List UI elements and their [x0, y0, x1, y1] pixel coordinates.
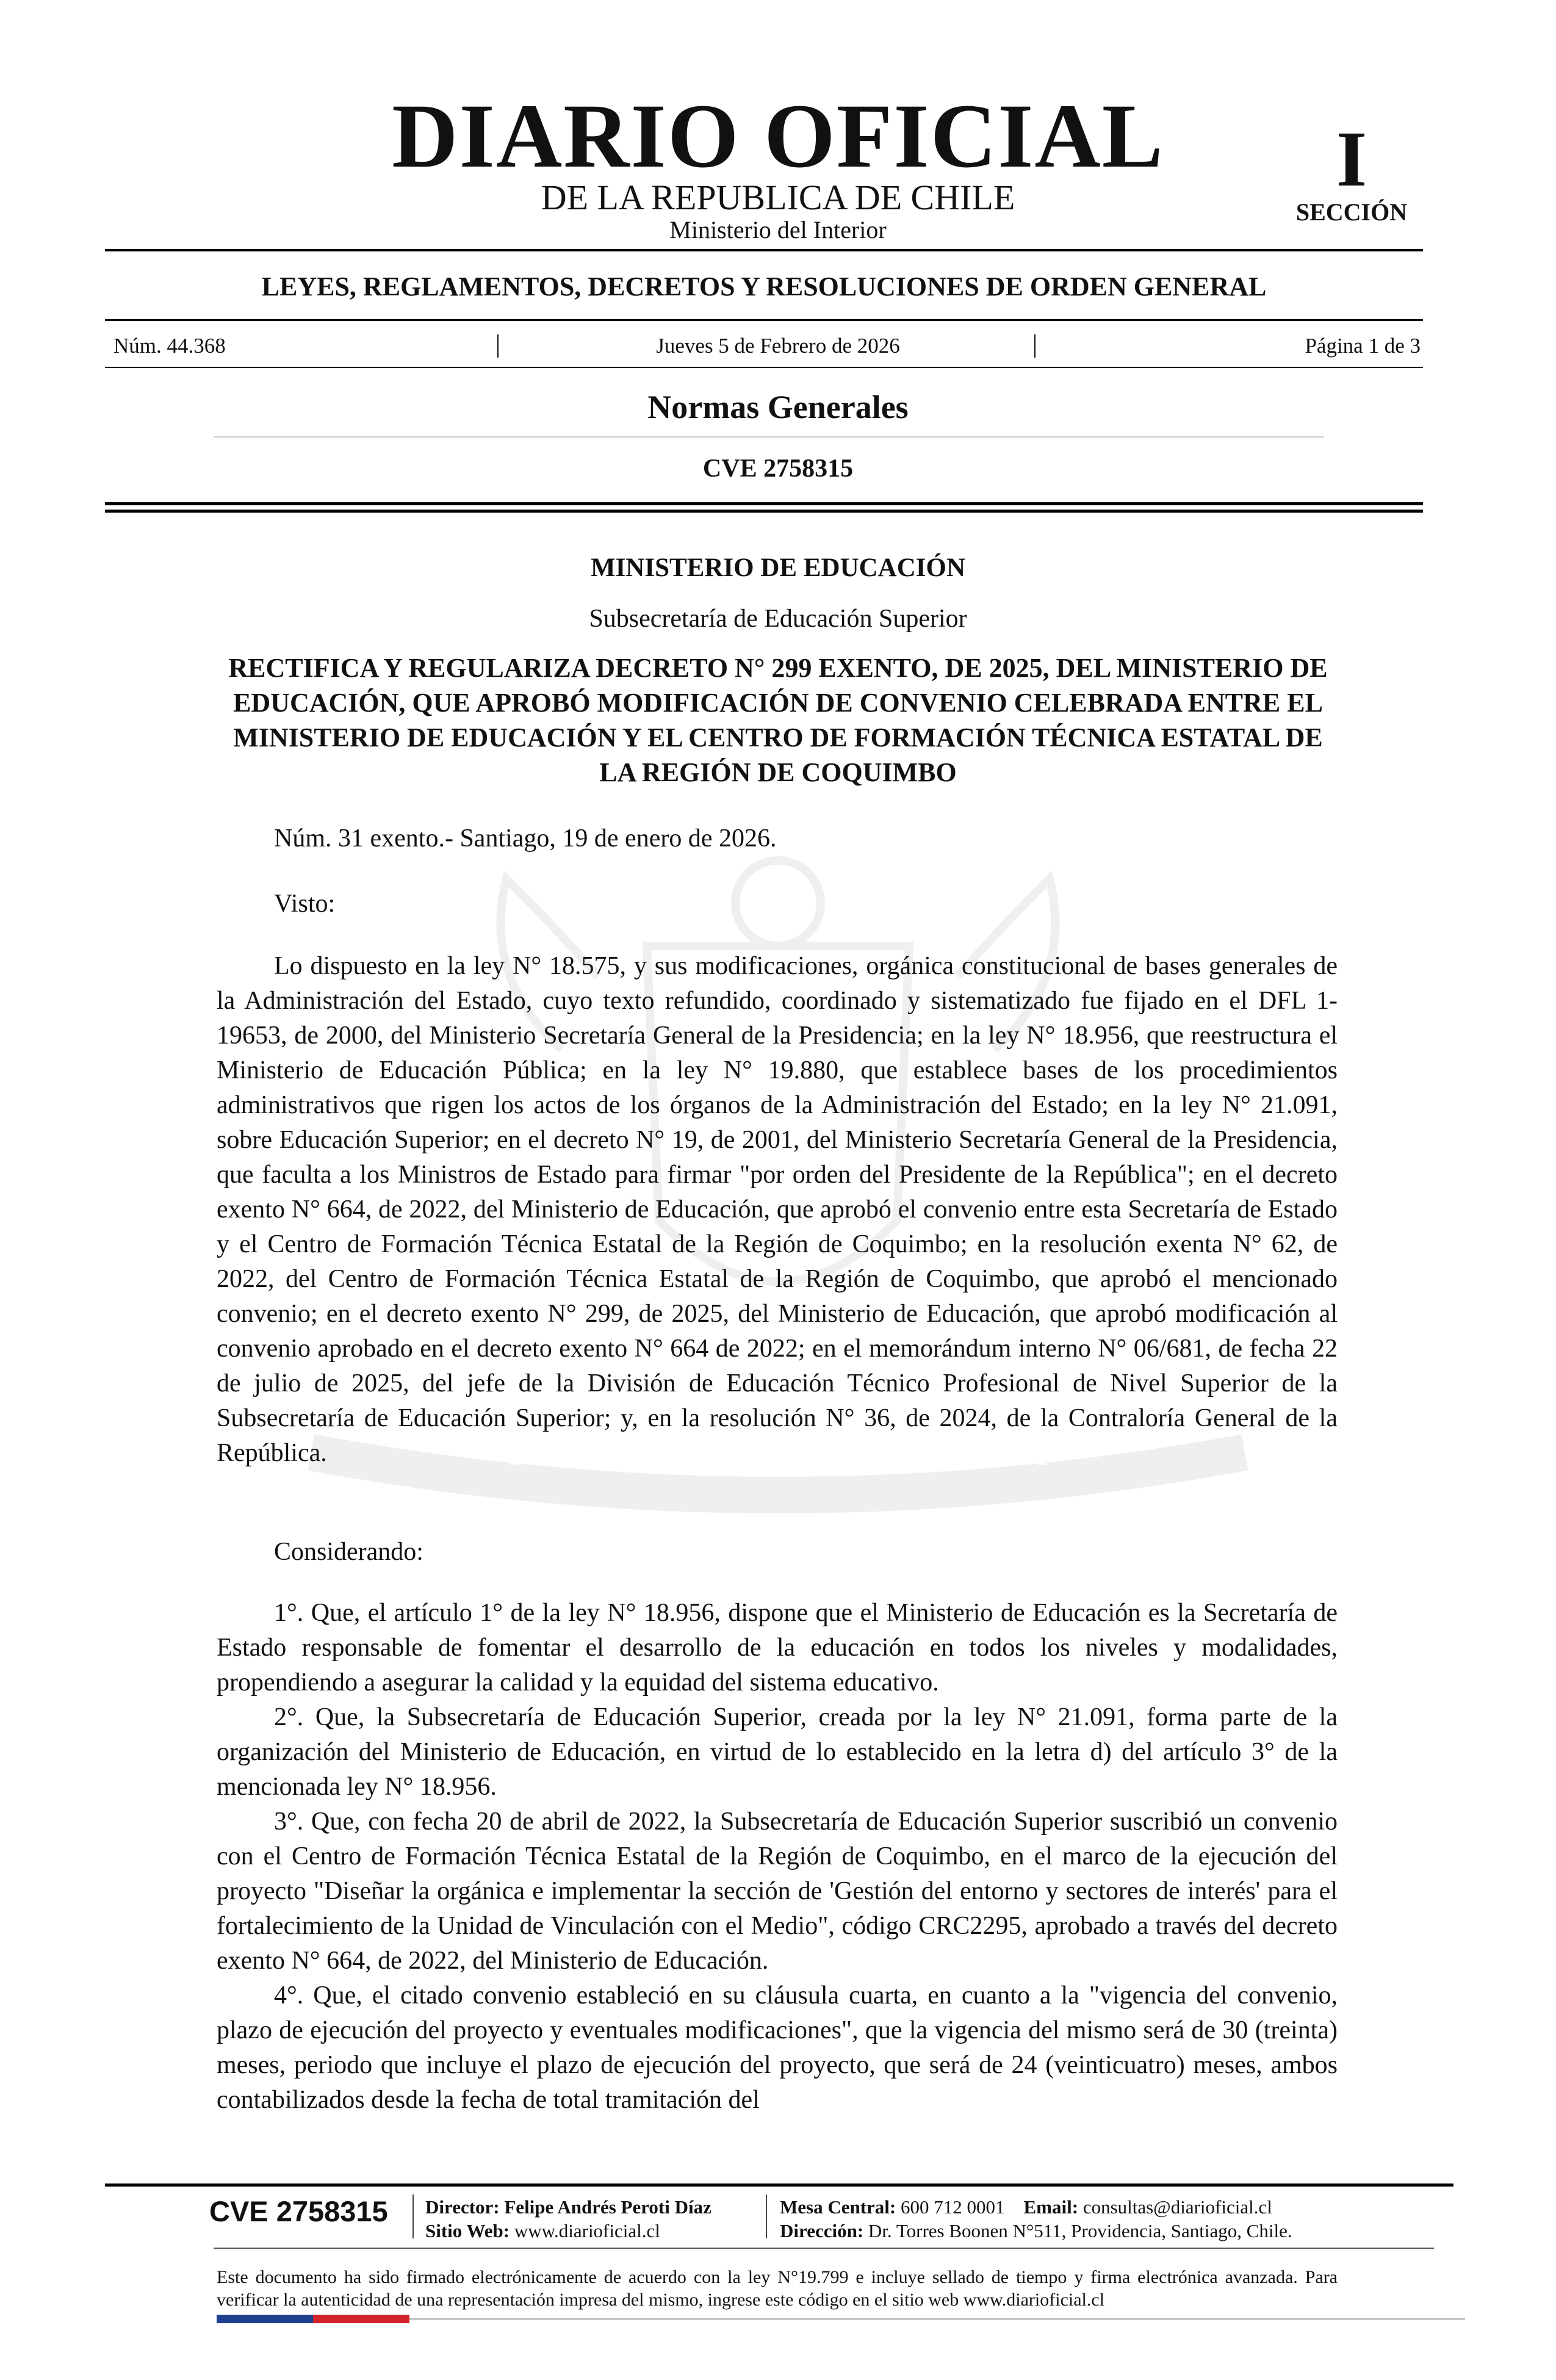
section-title: Normas Generales: [647, 389, 909, 425]
cve-code: CVE 2758315: [702, 455, 854, 483]
considerando-label: Considerando:: [274, 1538, 423, 1566]
mesa-phone: 600 712 0001: [901, 2196, 1005, 2218]
masthead-subtitle: DE LA REPUBLICA DE CHILE: [541, 178, 1015, 217]
page-indicator: Página 1 de 3: [1305, 334, 1421, 358]
address-label: Dirección:: [780, 2220, 864, 2241]
footer-divider: [105, 2183, 1453, 2187]
director-label: Director:: [425, 2196, 500, 2218]
site-link[interactable]: www.diarioficial.cl: [514, 2220, 660, 2241]
document-subsecretaria: Subsecretaría de Educación Superior: [589, 605, 967, 633]
footer-separator: [412, 2194, 414, 2238]
director-name: Felipe Andrés Peroti Díaz: [504, 2196, 711, 2218]
footer-authenticity-note: Este documento ha sido firmado electrónicamente de acuerdo con la ley N°19.799 e incluye sellado de tiempo y firma electrónica avanzada. Para verificar la autenticidad de una representación impresa del mismo, ingrese este código en el sitio web www.diarioficial.cl: [217, 2267, 1338, 2310]
section-label: SECCIÓN: [1295, 198, 1408, 226]
flag-stripe: [217, 2315, 409, 2323]
document-ministry: MINISTERIO DE EDUCACIÓN: [590, 554, 966, 582]
considerando-item: 4°. Que, el citado convenio estableció en su cláusula cuarta, en cuanto a la "vigencia del convenio, plazo de ejecución del proyecto y eventuales modificaciones", que la vigencia del mismo será de 30 (treinta) meses, periodo que incluye el plazo de ejecución del proyecto, que será de 24 (veinticuatro) meses, ambos contabilizados desde la fecha de total tramitación del: [217, 1982, 1338, 2114]
email-link[interactable]: consultas@diarioficial.cl: [1082, 2196, 1272, 2218]
email-label: Email:: [1023, 2196, 1079, 2218]
section-number: I: [1336, 115, 1367, 203]
footer-cve: CVE 2758315: [209, 2195, 388, 2227]
footer-address: [780, 2221, 1292, 2240]
issue-divider: [105, 367, 1423, 368]
masthead-title: DIARIO OFICIAL: [392, 85, 1164, 187]
considerando-item: 2°. Que, la Subsecretaría de Educación Superior, creada por la ley N° 21.091, forma parte de la organización del Ministerio de Educación, en virtud de lo establecido en la letra d) del artículo 3° de la mencionada ley N° 18.956.: [217, 1703, 1338, 1801]
masthead-ministry: Ministerio del Interior: [669, 216, 887, 243]
footer-director: [425, 2198, 711, 2216]
header-double-rule: [105, 510, 1423, 513]
document-title: RECTIFICA Y REGULARIZA DECRETO N° 299 EXENTO, DE 2025, DEL MINISTERIO DE EDUCACIÓN, QUE APROBÓ MODIFICACIÓN DE CONVENIO CELEBRADA ENTRE EL MINISTERIO DE EDUCACIÓN Y EL CENTRO DE FORMACIÓN TÉCNICA ESTATAL DE LA REGIÓN DE COQUIMBO: [228, 653, 1328, 787]
address-text: Dr. Torres Boonen N°511, Providencia, Santiago, Chile.: [868, 2220, 1292, 2241]
masthead-divider: [105, 249, 1423, 251]
issue-number: Núm. 44.368: [113, 334, 226, 358]
visto-paragraph: Lo dispuesto en la ley N° 18.575, y sus modificaciones, orgánica constitucional de bases generales de la Administración del Estado, cuyo texto refundido, coordinado y sistematizado fue fijado en el DFL 1-19653, de 2000, del Ministerio Secretaría General de la Presidencia; en la ley N° 18.956, que reestructura el Ministerio de Educación Pública; en la ley N° 19.880, que establece bases de los procedimientos administrativos que rigen los actos de los órganos de la Administración del Estado; en la ley N° 21.091, sobre Educación Superior; en el decreto N° 19, de 2001, del Ministerio Secretaría General de la Presidencia, que faculta a los Ministros de Estado para firmar "por orden del Presidente de la República"; en el decreto exento N° 664, de 2022, del Ministerio de Educación, que aprobó el convenio entre esta Secretaría de Estado y el Centro de Formación Técnica Estatal de la Región de Coquimbo; en la resolución exenta N° 62, de 2022, del Centro de Formación Técnica Estatal de la Región de Coquimbo, que aprobó el mencionado convenio; en el decreto exento N° 299, de 2025, del Ministerio de Educación, que aprobó modificación al convenio aprobado en el decreto exento N° 664 de 2022; en el memorándum interno N° 06/681, de fecha 22 de julio de 2025, del jefe de la División de Educación Técnico Profesional de Nivel Superior de la Subsecretaría de Educación Superior; y, en la resolución N° 36, de 2024, de la Contraloría General de la República.: [217, 952, 1338, 1467]
mesa-label: Mesa Central:: [780, 2196, 896, 2218]
flag-stripe-blue: [217, 2315, 313, 2323]
flag-stripe-red: [313, 2315, 409, 2323]
considerando-item: 3°. Que, con fecha 20 de abril de 2022, la Subsecretaría de Educación Superior suscribió un convenio con el Centro de Formación Técnica Estatal de la Región de Coquimbo, en el marco de la ejecución del proyecto "Diseñar la orgánica e implementar la sección de 'Gestión del entorno y sectores de interés' para el fortalecimiento de la Unidad de Vinculación con el Medio", código CRC2295, aprobado a través del decreto exento N° 664, de 2022, del Ministerio de Educación.: [217, 1808, 1338, 1975]
decree-line: Núm. 31 exento.- Santiago, 19 de enero de 2026.: [274, 824, 777, 853]
site-label: Sitio Web:: [425, 2220, 510, 2241]
issue-date: Jueves 5 de Febrero de 2026: [656, 334, 900, 358]
visto-label: Visto:: [274, 890, 336, 918]
footer-contact: [780, 2198, 1272, 2216]
issue-separator: [1034, 334, 1036, 358]
considerando-item: 1°. Que, el artículo 1° de la ley N° 18.956, dispone que el Ministerio de Educación es la Secretaría de Estado responsable de fomentar el desarrollo de la educación en todos los niveles y modalidades, propendiendo a asegurar la calidad y la equidad del sistema educativo.: [217, 1599, 1338, 1697]
header-double-rule: [105, 502, 1423, 505]
watermark-motto: POR LA RAZÓN O LA FUERZA: [508, 1430, 1048, 1473]
footer-separator: [766, 2194, 767, 2238]
banner-heading: LEYES, REGLAMENTOS, DECRETOS Y RESOLUCIONES DE ORDEN GENERAL: [261, 272, 1267, 301]
footer-thin-divider: [214, 2248, 1434, 2249]
banner-divider: [105, 319, 1423, 321]
footer-site: [425, 2221, 660, 2240]
footer-bottom-rule: [409, 2318, 1465, 2320]
section-title-underline: [214, 436, 1324, 438]
